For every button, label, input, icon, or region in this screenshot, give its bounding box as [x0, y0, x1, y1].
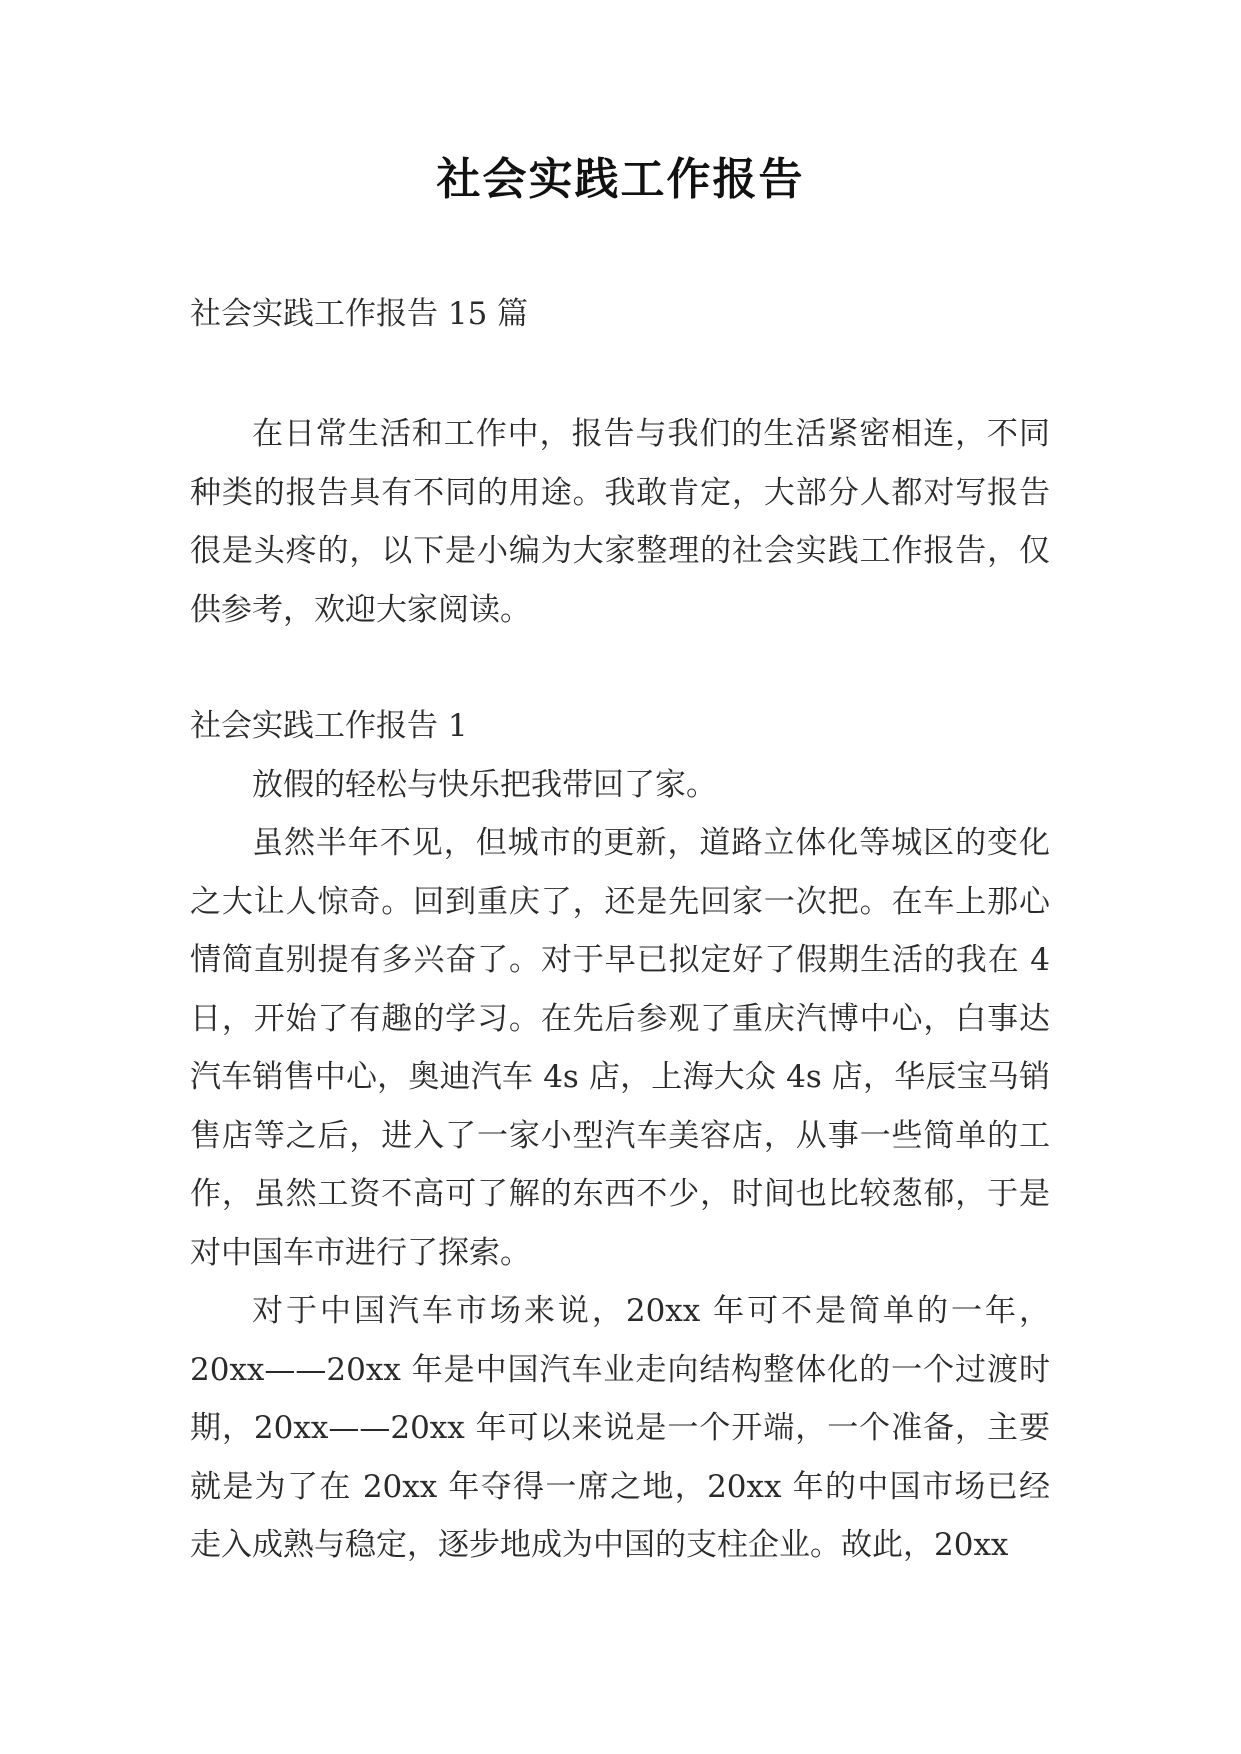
- document-subtitle: 社会实践工作报告 15 篇: [190, 296, 529, 332]
- document-title: 社会实践工作报告: [436, 154, 805, 205]
- section-paragraph-3: 对于中国汽车市场来说，20xx 年可不是简单的一年，20xx——20xx 年是中国汽车业走向结构整体化的一个过渡时期，20xx——20xx 年可以来说是一个开端，一个准备，主要就是为了在 20xx 年夺得一席之地，20xx 年的中国市场已经走入成熟与稳定，逐步地成为中国的支柱企业。故此，20xx: [190, 1293, 1050, 1563]
- section-paragraph-1: 放假的轻松与快乐把我带回了家。: [252, 766, 717, 803]
- intro-paragraph: 在日常生活和工作中，报告与我们的生活紧密相连，不同种类的报告具有不同的用途。我敢肯定，大部分人都对写报告很是头疼的，以下是小编为大家整理的社会实践工作报告，仅供参考，欢迎大家阅读。: [190, 416, 1050, 628]
- section-1: [190, 697, 1050, 1575]
- section-heading: 社会实践工作报告 1: [190, 708, 468, 744]
- section-paragraph-2: 虽然半年不见，但城市的更新，道路立体化等城区的变化之大让人惊奇。回到重庆了，还是先回家一次把。在车上那心情简直别提有多兴奋了。对于早已拟定好了假期生活的我在 4 日，开始了有趣的学习。在先后参观了重庆汽博中心，白事达汽车销售中心，奥迪汽车 4s 店，上海大众 4s 店，华辰宝马销售店等之后，进入了一家小型汽车美容店，从事一些简单的工作，虽然工资不高可了解的东西不少，时间也比较葱郁，于是对中国车市进行了探索。: [190, 825, 1050, 1271]
- intro-block: [190, 405, 1050, 639]
